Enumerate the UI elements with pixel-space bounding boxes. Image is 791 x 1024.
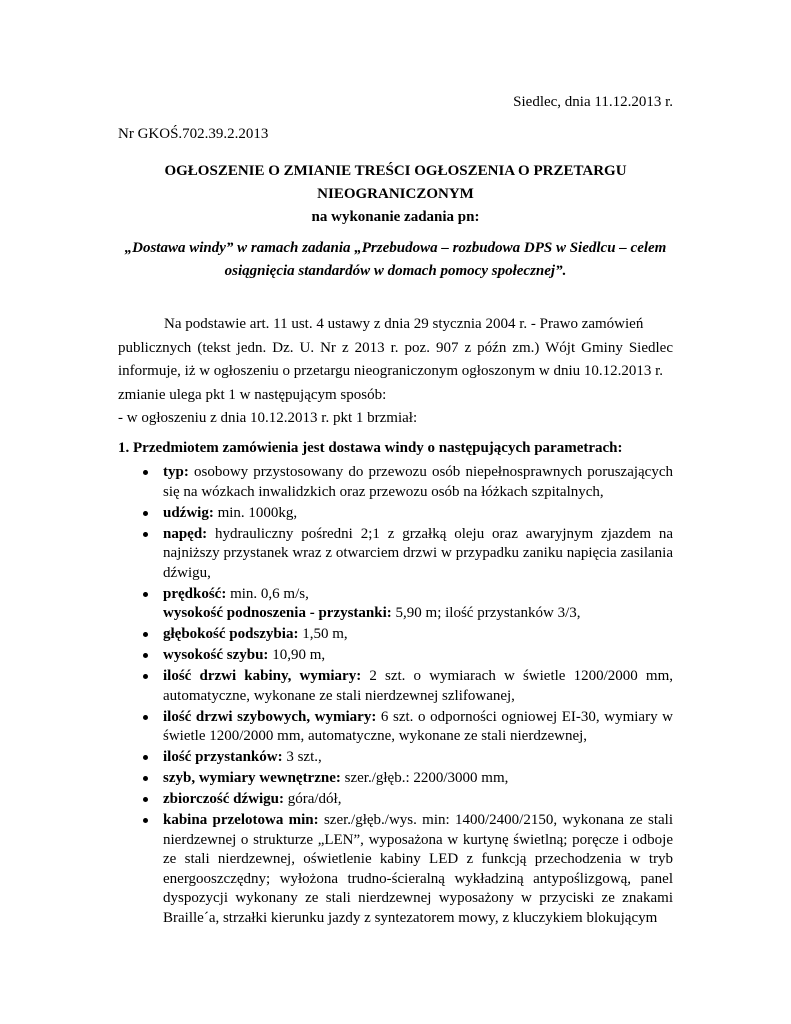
intro-line-1: Na podstawie art. 11 ust. 4 ustawy z dnia 29 stycznia 2004 r. - Prawo zamówień — [164, 316, 644, 332]
param-label: wysokość podnoszenia - przystanki: — [163, 605, 392, 621]
param-value: szer./głęb.: 2200/3000 mm, — [340, 770, 509, 786]
reference-number: Nr GKOŚ.702.39.2.2013 — [118, 126, 269, 142]
list-item — [141, 585, 673, 624]
parameters-list — [141, 463, 673, 930]
list-item — [141, 667, 673, 706]
section-1-heading: 1. Przedmiotem zamówienia jest dostawa windy o następujących parametrach: — [118, 440, 623, 456]
param-label: wysokość szybu: — [163, 647, 269, 663]
list-item — [141, 769, 673, 789]
list-item — [141, 811, 673, 928]
list-item — [141, 504, 673, 524]
title-line-3: na wykonanie zadania pn: — [311, 209, 480, 225]
param-label: prędkość: — [163, 585, 227, 602]
title-line-1: OGŁOSZENIE O ZMIANIE TREŚCI OGŁOSZENIA O PRZETARGU — [164, 163, 627, 179]
param-value: 3 szt., — [282, 749, 322, 765]
list-item — [141, 748, 673, 768]
announcement-title — [118, 160, 673, 229]
task-subject — [118, 237, 673, 283]
param-label: ilość drzwi szybowych, wymiary: — [163, 708, 377, 725]
list-item — [141, 708, 673, 747]
param-value: min. 1000kg, — [213, 504, 298, 521]
intro-line-3: informuje, iż w ogłoszeniu o przetargu nieograniczonym ogłoszonym w dniu 10.12.2013 r. — [118, 363, 664, 379]
param-value: min. 0,6 m/s, — [226, 585, 309, 602]
param-value: 2 szt. o wymiarach w świetle 1200/2000 mm, automatyczne, wykonane ze stali nierdzewnej szlifowanej, — [163, 668, 673, 704]
param-label: typ: — [163, 464, 189, 480]
list-item — [141, 790, 673, 810]
param-label: ilość przystanków: — [163, 749, 283, 765]
list-item — [141, 646, 673, 666]
param-value: 10,90 m, — [268, 647, 326, 663]
param-label: zbiorczość dźwigu: — [163, 791, 284, 807]
intro-line-2: publicznych (tekst jedn. Dz. U. Nr z 2013 r. poz. 907 z późn zm.) Wójt Gminy Siedlec — [118, 339, 673, 356]
param-value: 6 szt. o odporności ogniowej EI-30, wymiary w świetle 1200/2000 mm, automatyczne, wykonane ze stali nierdzewnej, — [163, 708, 673, 744]
list-item — [141, 463, 673, 502]
param-label: ilość drzwi kabiny, wymiary: — [163, 668, 362, 684]
param-value: osobowy przystosowany do przewozu osób niepełnosprawnych poruszających się na wózkach inwalidzkich oraz przewozu osób na łóżkach szpitalnych, — [163, 464, 673, 500]
param-label: napęd: — [163, 525, 208, 542]
param-value: szer./głęb./wys. min: 1400/2400/2150, wykonana ze stali nierdzewnej o strukturze „LEN”, wyposażona w kurtynę świetlną; poręcze i odboje ze stali nierdzewnej, oświetlenie kabiny LED z funkcją przechodzenia w tryb energooszczędny; wyłożona trudno-ścieralną wykładziną antypoślizgową, panel dyspozycji wykonany ze stali nierdzewnej wyposażony w przyciski ze znakami Braille´a, strzałki kierunku jazdy z syntezatorem mowy, z kluczykiem blokującym — [163, 812, 673, 926]
param-label: kabina przelotowa min: — [163, 812, 319, 828]
param-label: szyb, wymiary wewnętrzne: — [163, 770, 341, 786]
title-line-2: NIEOGRANICZONYM — [317, 186, 474, 202]
param-label: głębokość podszybia: — [163, 626, 299, 642]
list-item — [141, 525, 673, 584]
intro-line-5: - w ogłoszeniu z dnia 10.12.2013 r. pkt 1 brzmiał: — [118, 410, 418, 426]
subject-line-1: „Dostawa windy” w ramach zadania „Przebudowa – rozbudowa DPS w Siedlcu – celem — [124, 240, 667, 256]
param-value: 1,50 m, — [298, 626, 348, 642]
list-item — [141, 625, 673, 645]
param-label: udźwig: — [163, 504, 214, 521]
param-value: 5,90 m; ilość przystanków 3/3, — [391, 605, 581, 621]
param-value: hydrauliczny pośredni 2;1 z grzałką oleju oraz awaryjnym zjazdem na najniższy przystanek wraz z otwarciem drzwi w przypadku zaniku napięcia zasilania dźwigu, — [163, 525, 673, 581]
subject-line-2: osiągnięcia standardów w domach pomocy społecznej”. — [224, 263, 567, 279]
intro-paragraph — [118, 313, 673, 431]
date-line: Siedlec, dnia 11.12.2013 r. — [513, 94, 673, 110]
param-value: góra/dół, — [283, 791, 342, 807]
intro-line-4: zmianie ulega pkt 1 w następującym sposób: — [118, 386, 387, 403]
